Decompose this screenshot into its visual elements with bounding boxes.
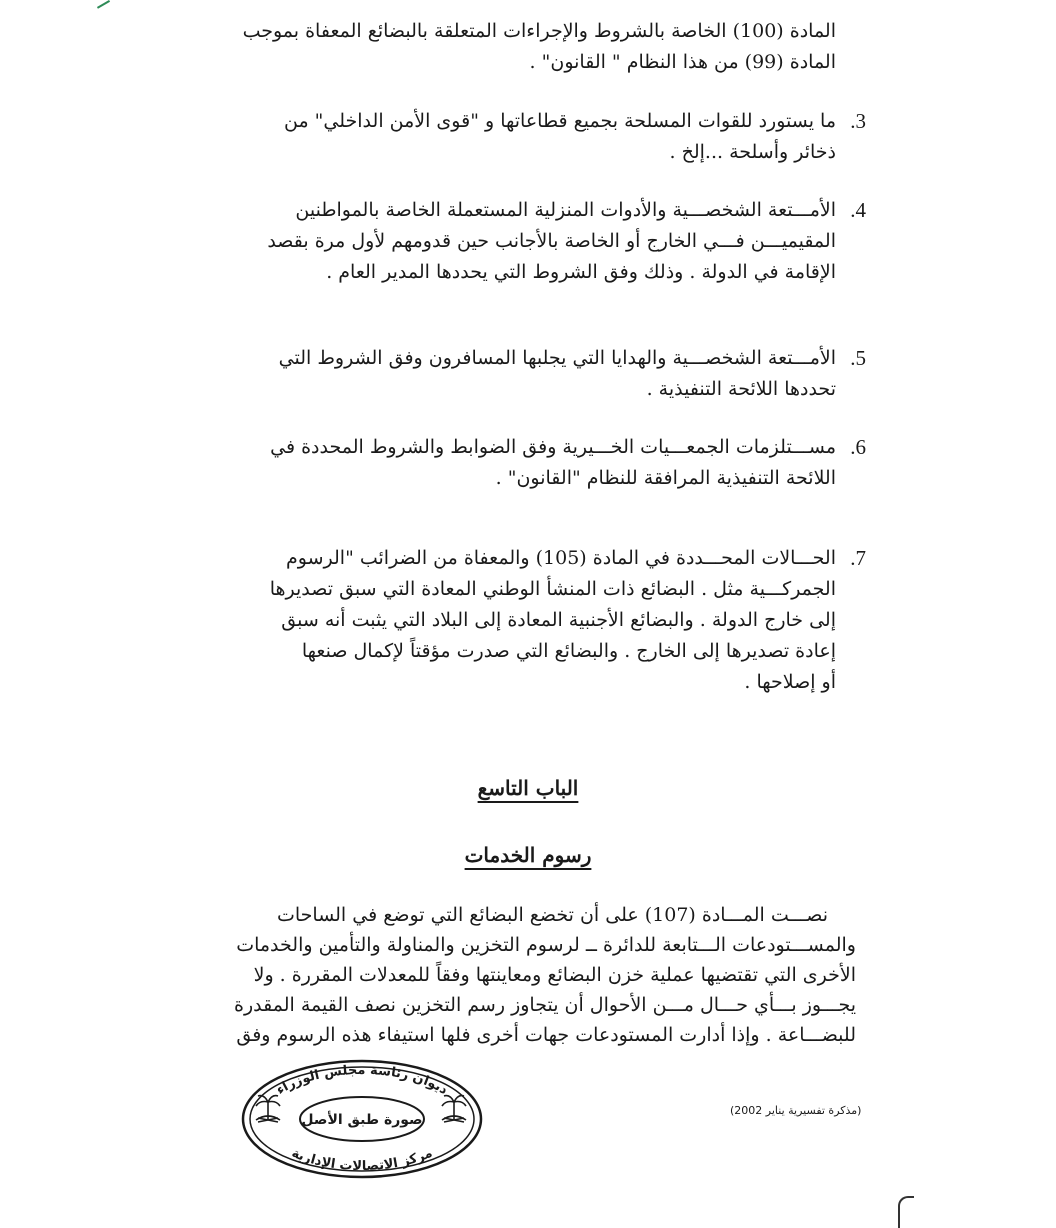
list-item-3 [218, 106, 866, 168]
body-line: الأخرى التي تقتضيها عملية خزن البضائع ومعاينتها وفقاً للمعدلات المقررة . ولا [253, 964, 856, 986]
body-paragraph [196, 900, 856, 1050]
item-number: 6. [850, 435, 866, 459]
item-line: الحـــالات المحـــددة في المادة (105) والمعفاة من الضرائب "الرسوم [286, 547, 836, 569]
item-line: اللائحة التنفيذية المرافقة للنظام "القانون" . [495, 467, 836, 489]
corner-tick-mark [92, 0, 110, 9]
list-item-7 [218, 543, 866, 698]
item-line: أو إصلاحها . [744, 671, 836, 693]
intro-paragraph [218, 16, 836, 78]
item-line: الجمركـــية مثل . البضائع ذات المنشأ الوطني المعادة التي سبق تصديرها [269, 578, 836, 600]
page-edge-mark [898, 1196, 914, 1228]
item-number: 4. [850, 198, 866, 222]
chapter-title-text: الباب التاسع [477, 776, 579, 800]
intro-line: المادة (99) من هذا النظام " القانون" . [529, 51, 836, 73]
list-item-4 [218, 195, 866, 288]
body-line: نصـــت المـــادة (107) على أن تخضع البضائع التي توضع في الساحات [276, 904, 828, 926]
seal-center-text: صورة طبق الأصل [301, 1112, 423, 1128]
item-line: ما يستورد للقوات المسلحة بجميع قطاعاتها و "قوى الأمن الداخلي" من [283, 110, 836, 132]
list-item-5 [218, 343, 866, 405]
item-line: إلى خارج الدولة . والبضائع الأجنبية المعادة إلى البلاد التي يثبت أنه سبق [281, 609, 836, 631]
item-number: 5. [850, 346, 866, 370]
item-line: الإقامة في الدولة . وذلك وفق الشروط التي يحددها المدير العام . [326, 261, 836, 283]
footnote-text: (مذكرة تفسيرية يناير 2002) [730, 1104, 862, 1117]
official-seal-stamp [240, 1058, 484, 1180]
item-number: 3. [850, 109, 866, 133]
intro-line: المادة (100) الخاصة بالشروط والإجراءات المتعلقة بالبضائع المعفاة بموجب [242, 20, 836, 42]
list-item-6 [218, 432, 866, 494]
item-line: المقيميـــن فـــي الخارج أو الخاصة بالأجانب حين قدومهم لأول مرة بقصد [267, 230, 836, 252]
palm-swords-emblem-left [256, 1096, 280, 1122]
item-line: الأمـــتعة الشخصـــية والأدوات المنزلية المستعملة الخاصة بالمواطنين [295, 199, 836, 221]
item-number: 7. [850, 546, 866, 570]
item-line: الأمـــتعة الشخصـــية والهدايا التي يجلبها المسافرون وفق الشروط التي [278, 347, 836, 369]
item-line: تحددها اللائحة التنفيذية . [646, 378, 836, 400]
seal-top-text: ديوان رئاسة مجلس الوزراء [273, 1062, 451, 1099]
palm-swords-emblem-right [442, 1096, 466, 1122]
section-title-text: رسوم الخدمات [464, 843, 592, 867]
item-line: مســـتلزمات الجمعـــيات الخـــيرية وفق الضوابط والشروط المحددة في [270, 436, 836, 458]
svg-text:مركز الاتصالات الإدارية [289, 1146, 434, 1174]
item-line: إعادة تصديرها إلى الخارج . والبضائع التي صدرت مؤقتاً لإكمال صنعها [301, 640, 836, 662]
item-line: ذخائر وأسلحة ...إلخ . [669, 141, 836, 163]
section-title [0, 843, 1056, 867]
body-line: للبضـــاعة . وإذا أدارت المستودعات جهات أخرى فلها استيفاء هذه الرسوم وفق [236, 1024, 856, 1046]
seal-bottom-text: مركز الاتصالات الإدارية [289, 1145, 435, 1175]
body-line: والمســـتودعات الـــتابعة للدائرة ــ لرسوم التخزين والمناولة والتأمين والخدمات [236, 934, 856, 956]
body-line: يجـــوز بـــأي حـــال مـــن الأحوال أن يتجاوز رسم التخزين نصف القيمة المقدرة [234, 994, 856, 1016]
seal-graphic [240, 1058, 484, 1180]
chapter-title [0, 776, 1056, 800]
